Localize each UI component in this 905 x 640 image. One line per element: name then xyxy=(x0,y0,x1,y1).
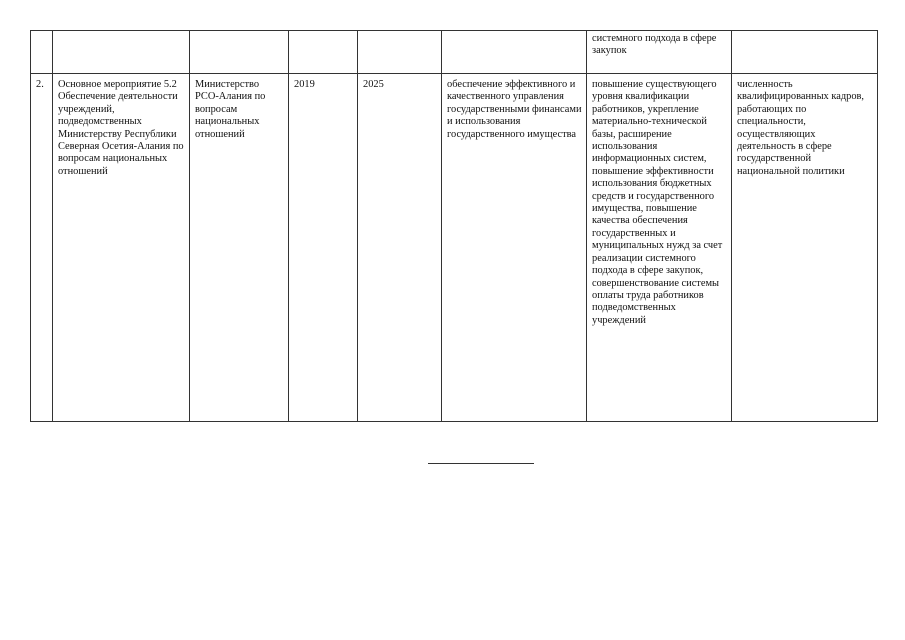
end-year: 2025 xyxy=(358,74,442,422)
executor-name: Министерство РСО-Алания по вопросам национальных отношений xyxy=(190,74,289,422)
number-cell xyxy=(31,31,53,74)
table-row-continuation xyxy=(31,31,878,74)
end-year-cell xyxy=(358,31,442,74)
table-row xyxy=(31,74,878,422)
program-activities-table xyxy=(30,30,878,422)
goal-cell xyxy=(442,31,587,74)
expected-result-text: повышение существующего уровня квалификации работников, укрепление материально-технической базы, расширение использования информационных систем, повышение эффективности использования бюджетных средств и государственного имущества, повышение качества обеспечения государственных и муниципальных нужд за счет реализации системного подхода в сфере закупок, совершенствование системы оплаты труда работников подведомственных учреждений xyxy=(587,74,732,422)
activity-cell xyxy=(53,31,190,74)
indicator-text: численность квалифицированных кадров, работающих по специальности, осуществляющих деятельность в сфере государственной национальной политики xyxy=(732,74,878,422)
expected-result-cell xyxy=(587,31,732,74)
goal-text: обеспечение эффективного и качественного управления государственными финансами и использования государственного имущества xyxy=(442,74,587,422)
activity-name: Основное мероприятие 5.2 Обеспечение деятельности учреждений, подведомственных Министерству Республики Северная Осетия-Алания по вопросам национальных отношений xyxy=(53,74,190,422)
footnote-separator-line xyxy=(428,463,534,464)
start-year-cell xyxy=(289,31,358,74)
row-number: 2. xyxy=(31,74,53,422)
indicator-cell xyxy=(732,31,878,74)
start-year: 2019 xyxy=(289,74,358,422)
expected-result-text: системного подхода в сфере закупок xyxy=(592,33,717,57)
executor-cell xyxy=(190,31,289,74)
